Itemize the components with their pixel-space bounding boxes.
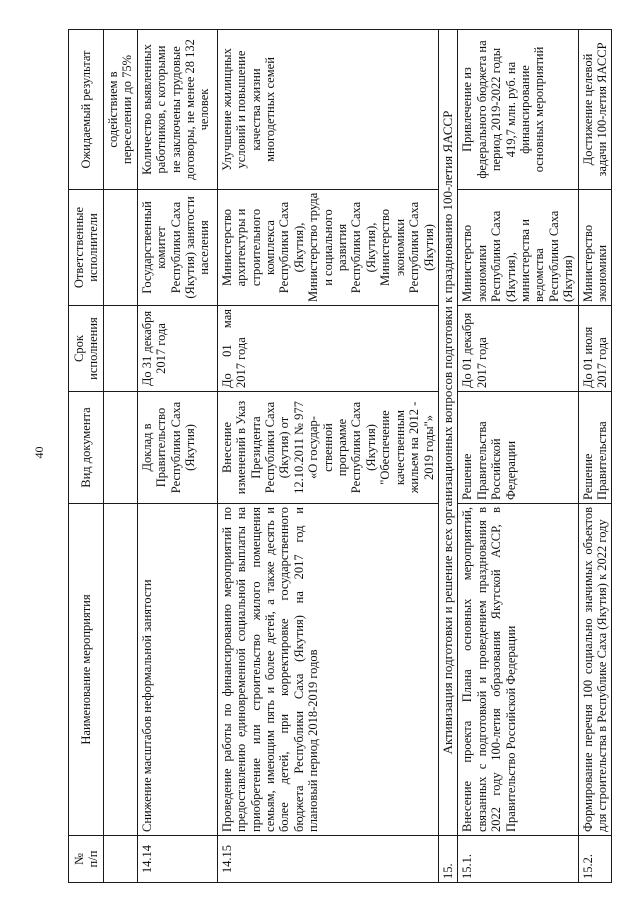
cell-line: Наименование мероприятия xyxy=(78,594,93,745)
cell-line: человек xyxy=(197,88,212,131)
cell-line: экономики xyxy=(392,218,407,277)
row-number: 15.1. xyxy=(458,836,578,883)
cell-line: плановый период 2018-2019 годов xyxy=(306,649,321,832)
activity-name xyxy=(578,504,612,836)
cell-line: комплекса xyxy=(263,220,278,275)
table-row xyxy=(217,30,438,883)
cell-line: для строительства в Республике Саха (Якутия) к 2022 году xyxy=(594,519,609,832)
cell-line: (Якутия) xyxy=(421,224,436,271)
cell-line: Российской xyxy=(489,438,504,500)
header-deadline xyxy=(69,306,104,392)
cell-line: содействием в xyxy=(106,71,120,148)
cell-line: До 01 июля xyxy=(580,326,595,388)
cell-line: финансирование xyxy=(517,65,532,154)
cell-line: Внесение xyxy=(219,421,234,474)
cell-line: Количество выявленных xyxy=(139,44,154,175)
cell-line: исполнители xyxy=(86,213,100,282)
cell-line: (Якутия) xyxy=(363,424,378,471)
cell-line: (Якутия) xyxy=(561,255,576,302)
cell-line: предоставлению единовременной социальной выплаты на xyxy=(234,507,249,832)
cell-line: (Якутия) от xyxy=(277,416,292,479)
cell-line: населения xyxy=(197,220,212,275)
cell-line: Срок xyxy=(71,335,86,362)
cell-line: жильем на 2012 - xyxy=(407,401,422,494)
page-number: 40 xyxy=(32,446,46,459)
cell-line: более детей, при корректировке государственного xyxy=(277,507,292,832)
cell-line: Достижение целевой xyxy=(580,53,595,166)
activity-name xyxy=(217,504,438,836)
cell-line: министерства и xyxy=(517,219,532,302)
cell-line: 2017 года xyxy=(234,337,249,388)
cell-line: До 31 декабря xyxy=(139,310,154,387)
document-type xyxy=(578,392,612,504)
table-row xyxy=(137,30,217,883)
table-row xyxy=(578,30,612,883)
cell-line: Республики Саха xyxy=(349,401,364,494)
cell-line: и социального xyxy=(320,209,335,286)
cell-line: экономики xyxy=(594,244,609,302)
cell-line: Внесение проекта Плана основных мероприятий, xyxy=(460,507,475,832)
cell-line: комитет xyxy=(154,226,169,269)
section-row xyxy=(438,30,457,883)
cell-line: Ожидаемый результат xyxy=(78,50,93,169)
cell-line: п/п xyxy=(86,850,100,868)
row-number: 14.14 xyxy=(137,836,217,883)
cell-line: Государственный xyxy=(139,201,154,294)
cell-line: 2017 года xyxy=(594,337,609,388)
cell-line: Республики Саха xyxy=(489,210,504,302)
cell-line: основных мероприятий xyxy=(532,46,547,173)
cell-line: многодетных семей xyxy=(263,57,278,162)
responsible xyxy=(217,190,438,306)
cell-line: Республики Саха xyxy=(168,201,183,294)
cell-line: Министерство xyxy=(460,224,475,302)
expected-result xyxy=(217,30,438,190)
activity-name xyxy=(104,504,138,836)
expected-result xyxy=(578,30,612,190)
cell-line: не заключены трудовые xyxy=(168,46,183,173)
cell-line: Республики Саха xyxy=(263,401,278,494)
cell-line: Решение xyxy=(580,453,595,500)
activity-name xyxy=(137,504,217,836)
cell-line: Ответственные xyxy=(71,206,86,289)
header-number xyxy=(69,836,104,883)
header-expected-result xyxy=(69,30,104,190)
cell-line: Республики Саха xyxy=(168,401,183,494)
cell-line: экономики xyxy=(474,244,489,302)
document-type xyxy=(458,392,578,504)
cell-line: Министерство xyxy=(219,208,234,287)
cell-line: Правительства xyxy=(474,421,489,500)
cell-line: «О государ- xyxy=(306,416,321,479)
document-type xyxy=(104,392,138,504)
action-plan-table xyxy=(68,29,612,883)
section-number: 15. xyxy=(438,836,457,883)
cell-line: договоры, не менее 28 132 xyxy=(183,39,198,180)
deadline xyxy=(137,306,217,392)
cell-line: ведомства xyxy=(532,248,547,302)
cell-line: 2017 года xyxy=(154,323,169,374)
header-responsible xyxy=(69,190,104,306)
responsible xyxy=(458,190,578,306)
cell-line: семьям, имеющим пять и более детей, а также десять и xyxy=(263,507,278,832)
section-title: Активизация подготовки и решение всех организационных вопросов подготовки к празднованию 100-летия ЯАССР xyxy=(438,30,457,836)
responsible xyxy=(104,190,138,306)
cell-line: Президента xyxy=(248,416,263,479)
row-number: 15.2. xyxy=(578,836,612,883)
cell-line: Правительство Российской Федерации xyxy=(503,625,518,832)
cell-line: Федерации xyxy=(503,440,518,500)
responsible xyxy=(137,190,217,306)
deadline xyxy=(578,306,612,392)
cell-line: Республики Саха xyxy=(546,210,561,302)
cell-line: период 2019-2022 годы xyxy=(489,47,504,172)
cell-line: (Якутия) занятости xyxy=(183,196,198,299)
cell-line: Республики Саха xyxy=(349,201,364,294)
cell-line: программе xyxy=(335,418,350,477)
cell-line: связанных с подготовкой и проведением празднования в xyxy=(474,507,489,832)
expected-result xyxy=(137,30,217,190)
cell-line: 12.10.2011 № 977 xyxy=(291,401,306,494)
cell-line: работников, с которыми xyxy=(154,45,169,174)
header-document-type xyxy=(69,392,104,504)
cell-line: федерального бюджета на xyxy=(474,40,489,179)
cell-line: Правительства xyxy=(594,421,609,500)
cell-line: архитектуры и xyxy=(234,208,249,287)
row-number: 14.15 xyxy=(217,836,438,883)
document-type xyxy=(137,392,217,504)
cell-line: строительного xyxy=(248,208,263,287)
cell-line: Формирование перечня 100 социально значимых объектов xyxy=(580,507,595,832)
cell-line: 2017 года xyxy=(474,337,489,388)
cell-line: Министерство труда xyxy=(306,192,321,302)
cell-line: Республики Саха xyxy=(277,201,292,294)
cell-line: задачи 100-летия ЯАССР xyxy=(594,42,609,177)
cell-line: (Якутия), xyxy=(503,252,518,302)
row-number xyxy=(104,836,138,883)
cell-line: № xyxy=(71,853,86,865)
cell-line: Министерство xyxy=(378,208,393,287)
cell-line: Решение xyxy=(460,453,475,500)
expected-result xyxy=(458,30,578,190)
cell-line: качественным xyxy=(392,409,407,486)
cell-line: Улучшение жилищных xyxy=(219,48,234,171)
document-type xyxy=(217,392,438,504)
cell-line: развития xyxy=(335,223,350,272)
cell-line: исполнения xyxy=(86,317,100,380)
cell-line: бюджета Республики Саха (Якутия) на 2017 год и xyxy=(291,507,306,832)
cell-line: До 01 декабря xyxy=(460,312,475,388)
cell-line: 2022 году 100-летия образования Якутской АССР, в xyxy=(489,507,504,832)
cell-line: Снижение масштабов неформальной занятости xyxy=(139,579,154,832)
cell-line: Вид документа xyxy=(78,407,93,488)
cell-line: Министерство xyxy=(580,224,595,302)
table-row xyxy=(458,30,578,883)
cell-line: Проведение работы по финансированию мероприятий по xyxy=(219,507,234,832)
expected-result xyxy=(104,30,138,190)
cell-line: До 01 мая xyxy=(219,309,234,388)
cell-line: Привлечение из xyxy=(460,67,475,152)
cell-line: качества жизни xyxy=(248,68,263,151)
activity-name xyxy=(458,504,578,836)
table-header-row xyxy=(69,30,104,883)
responsible xyxy=(578,190,612,306)
cell-line: изменений в Указ xyxy=(234,400,249,495)
deadline xyxy=(217,306,438,392)
cell-line: 419,7 млн. руб. на xyxy=(503,61,518,158)
cell-line: (Якутия) xyxy=(183,424,198,471)
cell-line: Правительство xyxy=(154,407,169,488)
table-row xyxy=(104,30,138,883)
cell-line: переселении до 75% xyxy=(120,54,135,165)
cell-line: ственной xyxy=(320,423,335,472)
cell-line: "Обеспечение xyxy=(378,410,393,485)
cell-line: (Якутия), xyxy=(291,222,306,273)
deadline xyxy=(458,306,578,392)
cell-line: условий и повышение xyxy=(234,50,249,169)
deadline xyxy=(104,306,138,392)
cell-line: приобретение или строительство жилого помещения xyxy=(248,507,263,832)
header-activity-name xyxy=(69,504,104,836)
cell-line: Доклад в xyxy=(139,423,154,472)
cell-line: Республики Саха xyxy=(407,201,422,294)
cell-line: (Якутия), xyxy=(363,222,378,273)
cell-line: 2019 годы"» xyxy=(421,415,436,480)
